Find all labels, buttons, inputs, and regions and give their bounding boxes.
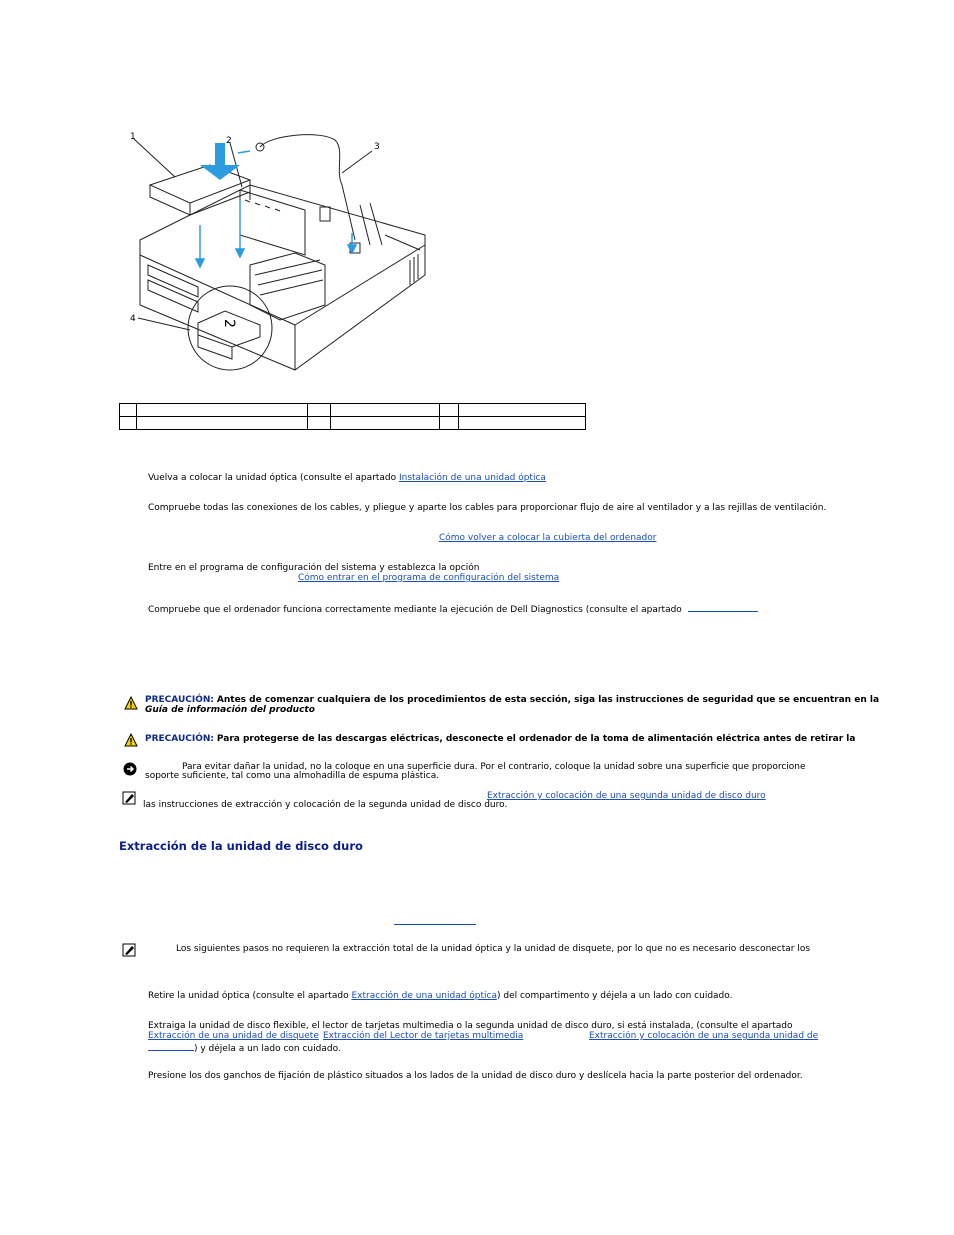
caution-2 (145, 734, 855, 744)
table-cell (137, 417, 308, 430)
table-cell (308, 417, 331, 430)
table-cell (308, 404, 331, 417)
link-install-optical-drive[interactable]: Instalación de una unidad óptica (398, 473, 546, 483)
step-press-tabs: Presione los dos ganchos de fijación de plástico situados a los lados de la unidad de disco duro y deslícela hacia la parte posterior del ordenador. (148, 1071, 803, 1081)
callout-3: 3 (374, 142, 380, 152)
step-text: Retire la unidad óptica (consulte el apartado (148, 991, 349, 1001)
step-run-diagnostics (148, 602, 758, 615)
notice-line-2: soporte suficiente, tal como una almohadilla de espuma plástica. (145, 771, 440, 781)
caution-text: Para protegerse de las descargas eléctricas, desconecte el ordenador de la toma de alimentación eléctrica antes de retirar la (216, 734, 856, 744)
table-cell (331, 417, 440, 430)
notice-icon (123, 762, 137, 776)
link-placeholder[interactable] (394, 915, 476, 925)
table-cell (459, 417, 586, 430)
note-icon (122, 943, 136, 957)
step-system-setup-link-row (298, 573, 559, 583)
table-cell (440, 417, 459, 430)
link-dell-diagnostics[interactable] (688, 602, 758, 612)
table-cell (459, 404, 586, 417)
step-text: Vuelva a colocar la unidad óptica (consulte el apartado (148, 473, 397, 483)
caution-icon (124, 696, 138, 710)
step-check-cables: Compruebe todas las conexiones de los cables, y pliegue y aparte los cables para proporcionar flujo de aire al ventilador y a las rejillas de ventilación. (148, 503, 827, 513)
link-remove-optical-drive[interactable]: Extracción de una unidad óptica (351, 991, 497, 1001)
table-cell (137, 404, 308, 417)
step-text: ) del compartimento y déjela a un lado con cuidado. (497, 991, 733, 1001)
caution-text: Antes de comenzar cualquiera de los procedimientos de esta sección, siga las instrucciones de seguridad que se encuentran en la (216, 695, 880, 705)
link-remove-card-reader[interactable]: Extracción del Lector de tarjetas multimedia (323, 1031, 524, 1041)
step-remove-card-reader-link-row (323, 1031, 523, 1041)
callout-2: 2 (226, 136, 232, 146)
step-replace-cover (439, 533, 656, 543)
link-second-hard-drive-2[interactable]: Extracción y colocación de una segunda unidad de (589, 1031, 819, 1041)
notice-line-1: Para evitar dañar la unidad, no la coloque en una superficie dura. Por el contrario, coloque la unidad sobre una superficie que proporcione (182, 762, 806, 772)
step-text: ) y déjela a un lado con cuidado. (194, 1044, 341, 1054)
link-replace-cover[interactable]: Cómo volver a colocar la cubierta del ordenador (439, 533, 657, 543)
callout-4: 4 (130, 314, 136, 324)
link-second-hard-drive[interactable]: Extracción y colocación de una segunda unidad de disco duro (487, 791, 766, 801)
callout-table (119, 403, 586, 430)
link-enter-system-setup[interactable]: Cómo entrar en el programa de configuración del sistema (298, 573, 560, 583)
section-heading: Extracción de la unidad de disco duro (119, 839, 363, 853)
caution-label: PRECAUCIÓN: (145, 734, 215, 744)
table-cell (120, 404, 137, 417)
step-second-drive-link-row (589, 1031, 818, 1041)
table-cell (120, 417, 137, 430)
step-remove-floppy-links (148, 1031, 319, 1041)
note-1-link-row (487, 791, 766, 801)
table-row (120, 404, 586, 417)
caution-1-guide: Guía de información del producto (145, 705, 315, 715)
zoom-tag: 2 (221, 319, 237, 328)
hard-drive-installation-figure (120, 125, 440, 385)
link-remove-floppy[interactable]: Extracción de una unidad de disquete (148, 1031, 319, 1041)
callout-1: 1 (130, 132, 136, 142)
step-system-setup: Entre en el programa de configuración del sistema y establezca la opción (148, 563, 480, 573)
table-cell (440, 404, 459, 417)
note-icon (122, 791, 136, 805)
table-cell (331, 404, 440, 417)
caution-label: PRECAUCIÓN: (145, 695, 215, 705)
note-2: Los siguientes pasos no requieren la extracción total de la unidad óptica y la unidad de disquete, por lo que no es necesario desconectar los (176, 944, 811, 954)
step-remove-floppy: Extraiga la unidad de disco flexible, el lector de tarjetas multimedia o la segunda unidad de disco duro, si está instalada, (consulte el apartado (148, 1021, 793, 1031)
caution-1 (145, 695, 879, 705)
step-text: Compruebe que el ordenador funciona correctamente mediante la ejecución de Dell Diagnostics (consulte el apartado (148, 605, 682, 615)
step-remove-optical (148, 991, 732, 1001)
step-remove-floppy-line-3 (148, 1041, 341, 1054)
step-replace-optical (148, 473, 546, 483)
caution-icon (124, 733, 138, 747)
note-1-line-2: las instrucciones de extracción y colocación de la segunda unidad de disco duro. (143, 800, 508, 810)
table-row (120, 417, 586, 430)
link-continuation[interactable] (148, 1041, 194, 1051)
